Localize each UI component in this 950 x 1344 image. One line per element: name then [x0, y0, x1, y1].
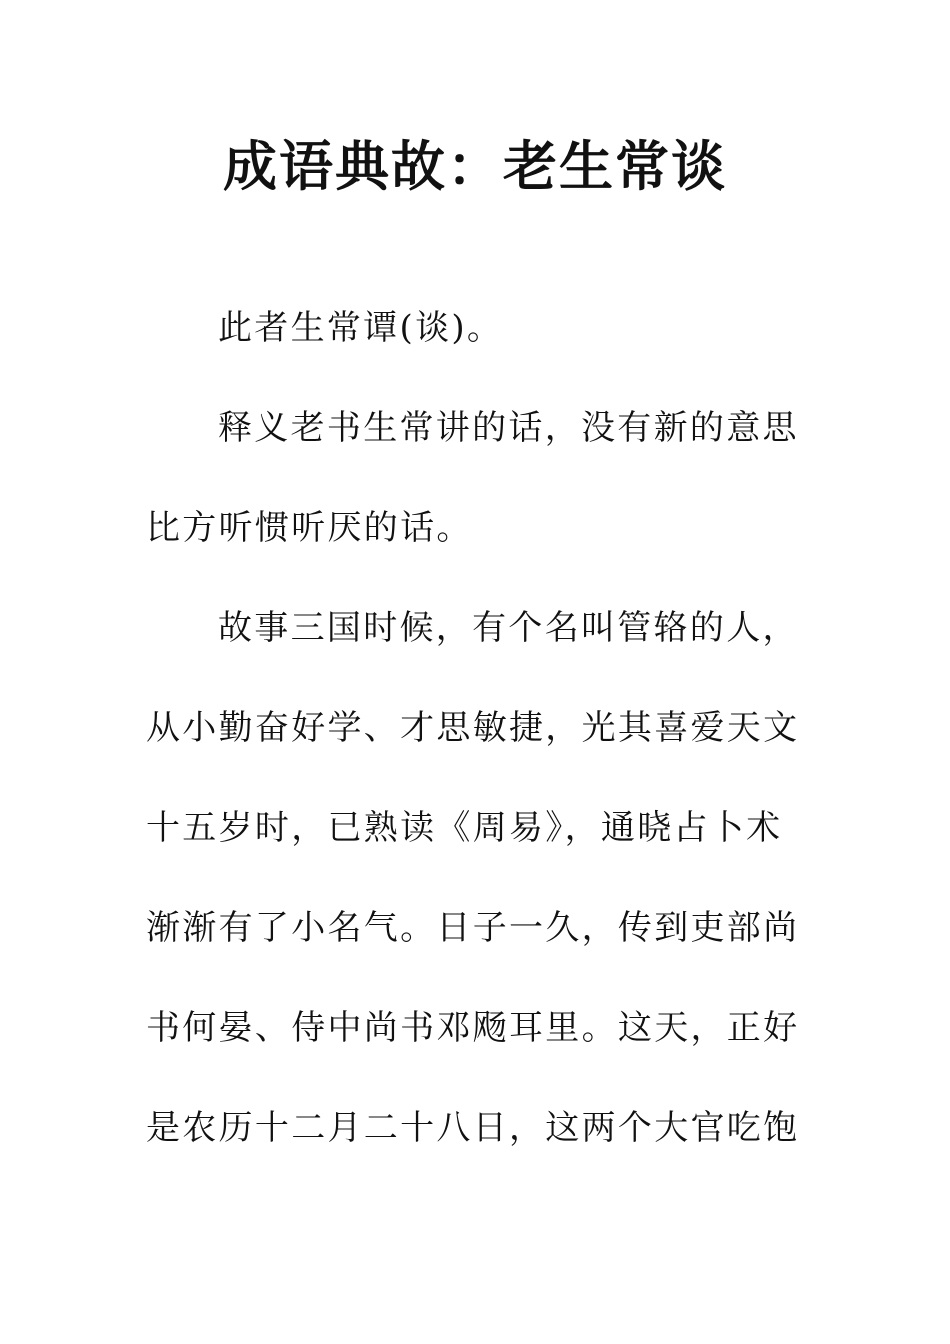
document-body — [146, 278, 806, 1178]
paragraph-line: 故事三国时候，有个名叫管辂的人， — [218, 608, 799, 648]
document-title: 成语典故：老生常谈 — [223, 134, 727, 198]
paragraph-line: 十五岁时，已熟读《周易》，通晓占卜术 — [146, 808, 783, 848]
paragraph-line: 比方听惯听厌的话。 — [146, 508, 473, 548]
paragraph-line: 书何晏、侍中尚书邓飏耳里。这天，正好 — [146, 1008, 800, 1048]
paragraph-line: 释义老书生常讲的话，没有新的意思 — [218, 408, 799, 448]
paragraph-line: 是农历十二月二十八日，这两个大官吃饱 — [146, 1108, 800, 1148]
paragraph-line: 从小勤奋好学、才思敏捷，光其喜爱天文 — [146, 708, 800, 748]
paragraph-line: 此者生常谭(谈)。 — [218, 308, 504, 348]
paragraph-line: 渐渐有了小名气。日子一久，传到吏部尚 — [146, 908, 800, 948]
